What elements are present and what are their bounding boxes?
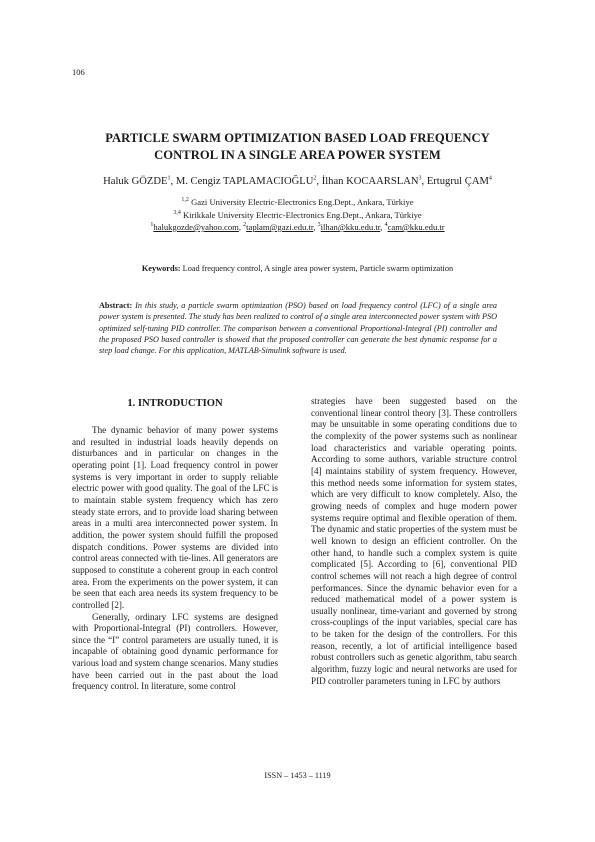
email-list (40, 222, 555, 232)
right-column (311, 396, 517, 687)
author-sup: 4 (488, 175, 492, 182)
paper-title (60, 130, 535, 164)
separator: , (316, 176, 322, 187)
separator: , (238, 222, 244, 232)
separator: , (313, 222, 318, 232)
section-heading: 1. INTRODUCTION (127, 398, 223, 409)
author-sup: 3 (418, 175, 422, 182)
keywords (60, 264, 535, 273)
affiliation-sup: 3,4 (173, 210, 181, 217)
email-link[interactable]: halukgozde@yahoo.com (153, 222, 239, 232)
abstract (99, 300, 497, 356)
author-name: Ertugrul ÇAM (426, 176, 489, 187)
email-sup: 2 (243, 222, 247, 229)
title-line: CONTROL IN A SINGLE AREA POWER SYSTEM (154, 148, 441, 162)
email-sup: 1 (150, 222, 154, 229)
affiliation-text: Gazi University Electric-Electronics Eng.Dept., Ankara, Türkiye (188, 197, 414, 207)
email-sup: 4 (384, 222, 388, 229)
keywords-label: Keywords: (141, 264, 181, 273)
email-link[interactable]: ilhan@kku.edu.tr (320, 222, 381, 232)
affiliation (40, 209, 555, 221)
affiliation (40, 196, 555, 208)
affiliation-text: Kirikkale University Electric-Electronics Eng.Dept., Ankara, Türkiye (180, 210, 422, 220)
abstract-label: Abstract: (99, 301, 133, 310)
author-sup: 1 (167, 175, 171, 182)
page-number: 106 (72, 67, 85, 77)
separator: , (170, 176, 176, 187)
separator: , (380, 222, 385, 232)
author-list (40, 176, 555, 187)
affiliation-sup: 1,2 (181, 197, 189, 204)
left-column (72, 397, 278, 693)
author-sup: 2 (313, 175, 317, 182)
body-paragraph: The dynamic behavior of many power systems and resulted in industrial loads heavily depends on disturbances and in particular on changes in the operating point [1]. Load frequency control in power systems is very important in order to supply reliable electric power with good quality. The goal of the LFC is to maintain stable system frequency which has zero steady state errors, and to provide load sharing between areas in a multi area interconnected power system. In addition, the power system should fulfill the proposed dispatch conditions. Power systems are divided into control areas connected with tie-lines. All generators are supposed to constitute a coherent group in each control area. From the experiments on the power system, it can be seen that each area needs its system frequency to be controlled [2]. (72, 425, 278, 610)
email-sup: 3 (317, 222, 321, 229)
author-name: M. Cengiz TAPLAMACIOĞLU (175, 176, 314, 187)
email-link[interactable]: cam@kku.edu.tr (387, 222, 445, 232)
separator: , (421, 176, 427, 187)
body-paragraph: strategies have been suggested based on the conventional linear control theory [3]. These controllers may be unsuitable in some operating conditions due to the complexity of the power systems such as nonlinear load characteristics and variable operating points. According to some authors, variable structure control [4] maintains stability of system frequency. However, this method needs some information for system states, which are very difficult to know completely. Also, the growing needs of complex and huge modern power systems require optimal and flexible operation of them. The dynamic and static properties of the system must be well known to design an efficient controller. On the other hand, to handle such a complex system is quite complicated [5]. According to [6], conventional PID control schemes will not reach a high degree of control performances. Since the dynamic behavior even for a reduced mathematical model of a power system is usually nonlinear, time-variant and governed by strong cross-couplings of the input variables, special care has to be taken for the design of the controllers. For this reason, recently, a lot of artificial intelligence based robust controllers such as genetic algorithm, tabu search algorithm, fuzzy logic and neural networks are used for PID controller parameters tuning in LFC by authors (311, 396, 517, 686)
email-link[interactable]: taplam@gazi.edu.tr (246, 222, 314, 232)
page-footer: ISSN – 1453 – 1119 (264, 771, 331, 780)
title-line: PARTICLE SWARM OPTIMIZATION BASED LOAD FREQUENCY (105, 131, 490, 145)
body-paragraph: Generally, ordinary LFC systems are designed with Proportional-Integral (PI) controllers. However, since the “I” control parameters are usually tuned, it is incapable of obtaining good dynamic performance for various load and system change scenarios. Many studies have been carried out in the past about the load frequency control. In literature, some control (72, 611, 278, 692)
abstract-text: In this study, a particle swarm optimization (PSO) based on load frequency control (LFC) of a single area power system is presented. The study has been realized to control of a single area interconnected power system with PSO optimized self-tuning PID controller. The comparison between a conventional Proportional-Integral (PI) controller and the proposed PSO based controller is showed that the proposed controller can generate the best dynamic response for a step load change. For this application, MATLAB-Simulink software is used. (99, 301, 497, 356)
author-name: İlhan KOCAARSLAN (321, 176, 419, 187)
author-name: Haluk GÖZDE (103, 176, 168, 187)
keywords-text: Load frequency control, A single area power system, Particle swarm optimization (180, 264, 454, 273)
